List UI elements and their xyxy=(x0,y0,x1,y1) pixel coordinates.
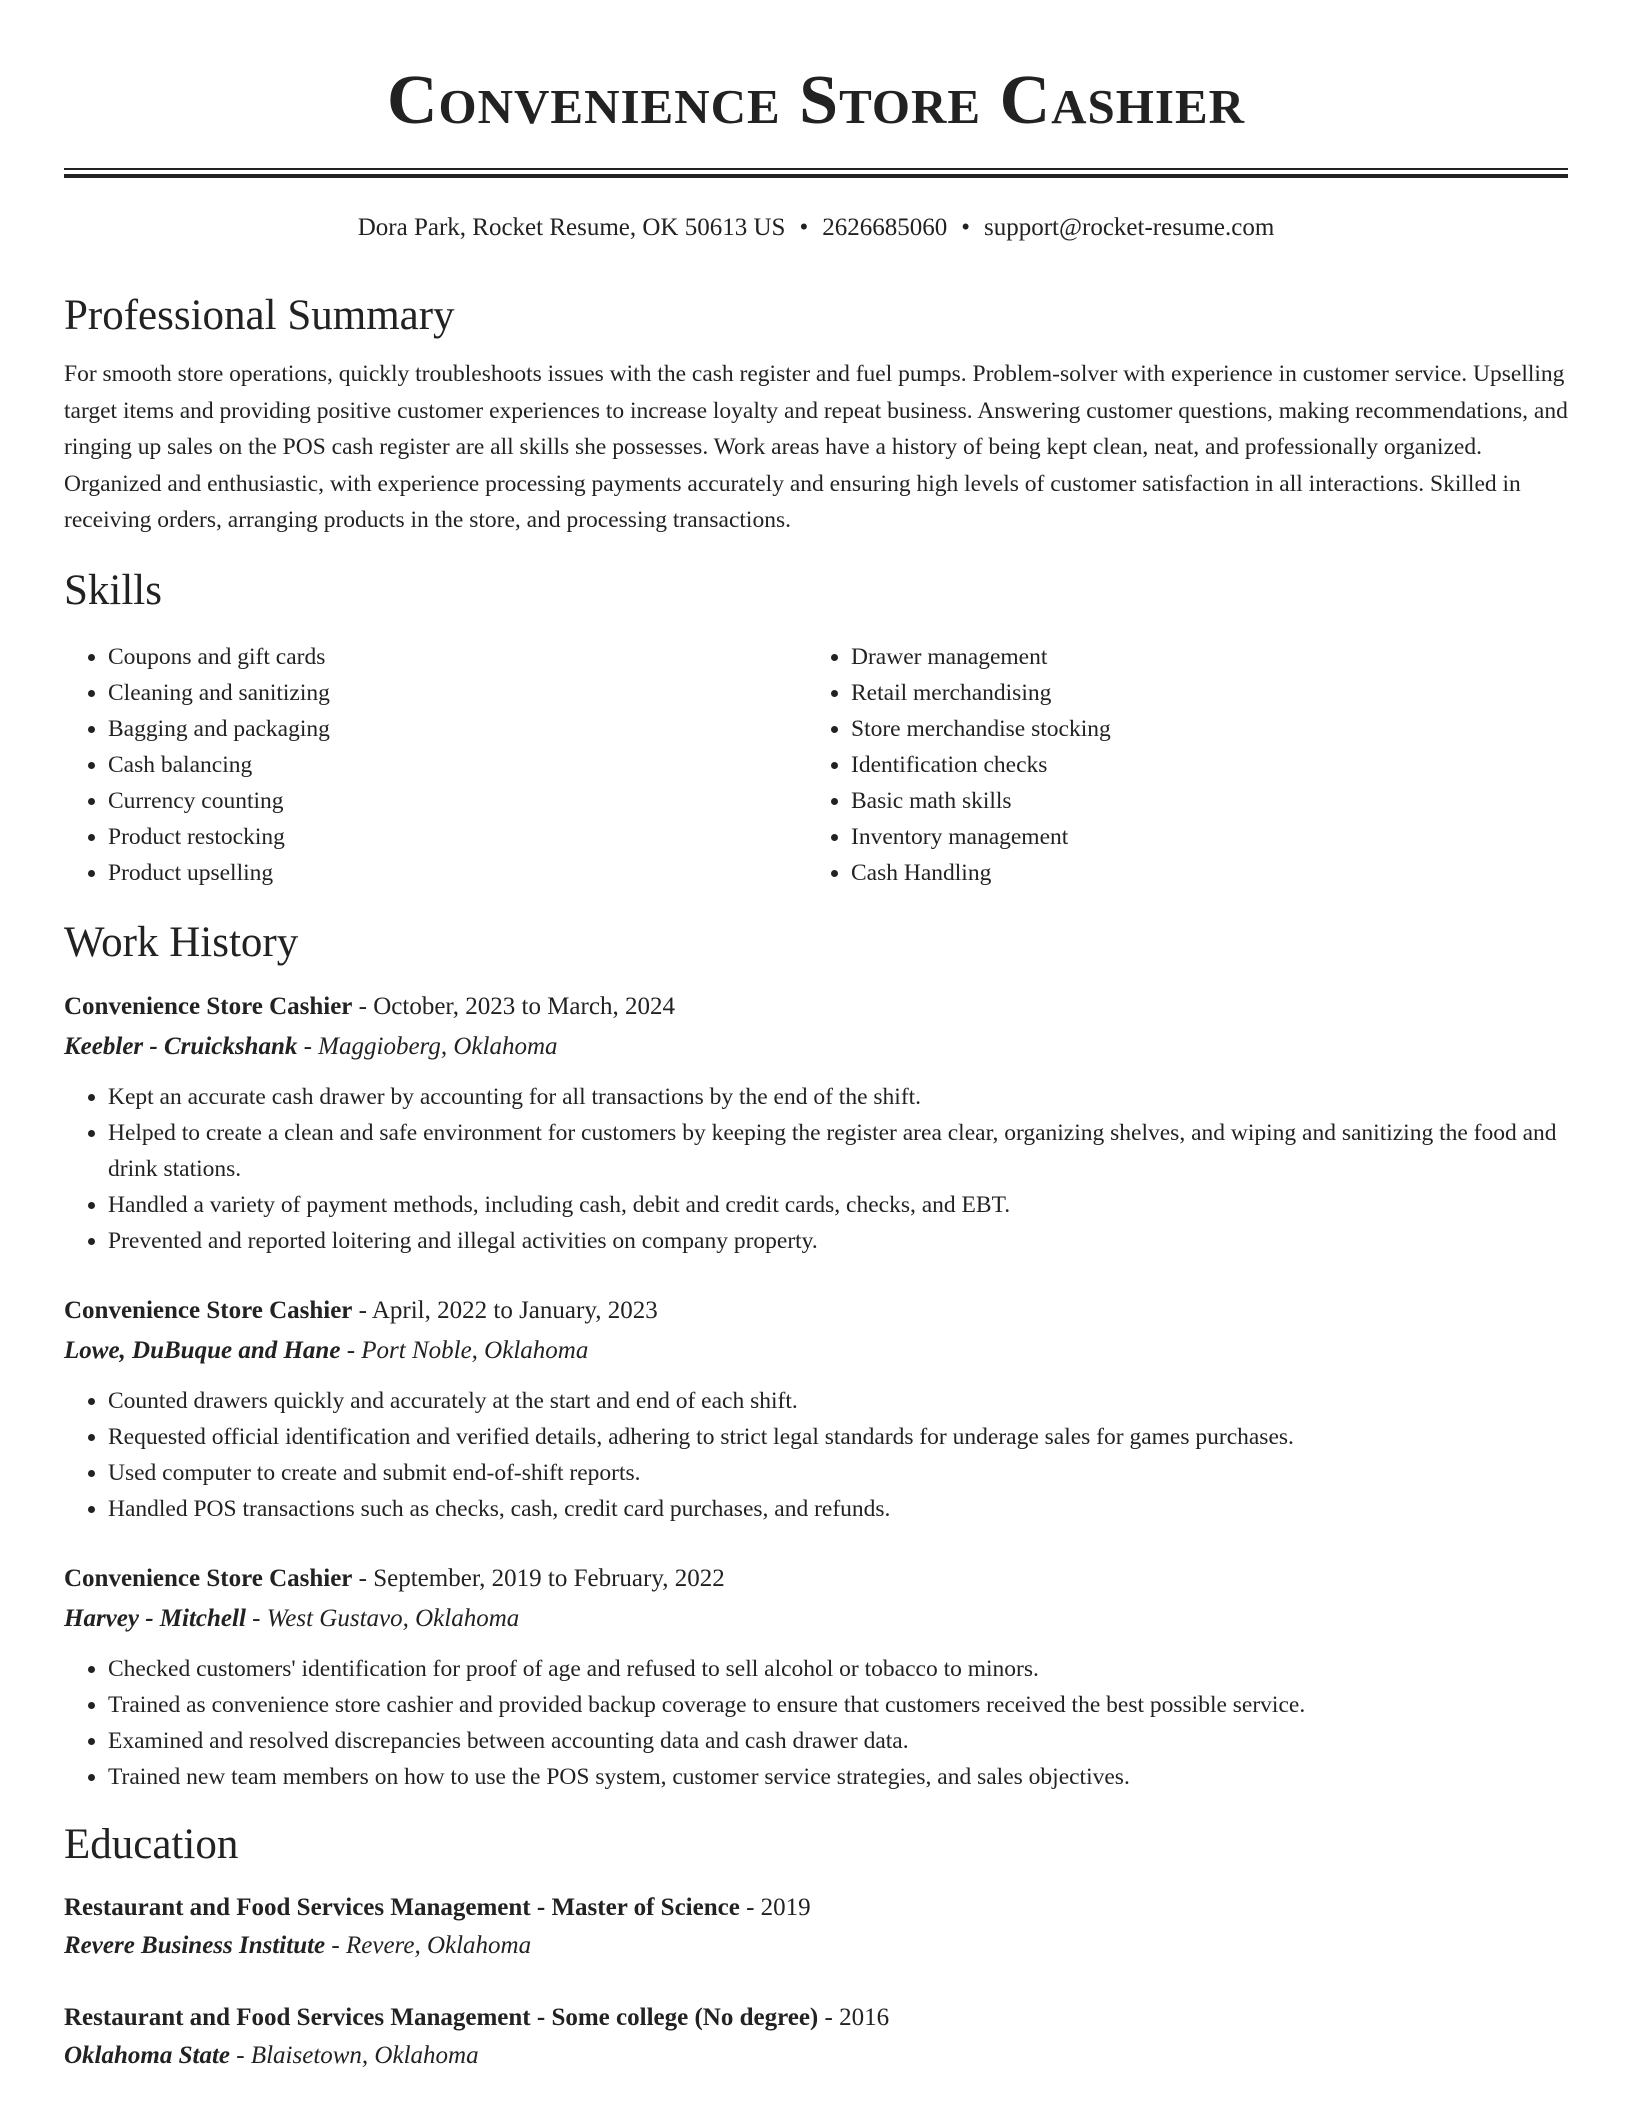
school-line xyxy=(64,1927,1568,1965)
job-duty: • Used computer to create and submit end-of-shift reports. xyxy=(108,1455,1568,1491)
job-title-line xyxy=(64,1559,1568,1599)
school-location: - Revere, Oklahoma xyxy=(325,1931,532,1959)
job-duty: • Requested official identification and verified details, adhering to strict legal standards for underage sales for games purchases. xyxy=(108,1419,1568,1455)
resume-title: Convenience Store Cashier xyxy=(386,62,1246,139)
job-duty: • Handled a variety of payment methods, including cash, debit and credit cards, checks, and EBT. xyxy=(108,1187,1568,1223)
job-entry xyxy=(64,1291,1568,1527)
skill-item: • Cash Handling xyxy=(851,855,1550,891)
degree-line xyxy=(64,1999,1568,2037)
summary-heading: Professional Summary xyxy=(64,292,455,339)
job-title: Convenience Store Cashier xyxy=(64,1564,353,1592)
skills-list-left xyxy=(64,639,807,891)
contact-address: Dora Park, Rocket Resume, OK 50613 US xyxy=(357,214,786,241)
school-name: Revere Business Institute xyxy=(64,1931,326,1959)
contact-separator: • xyxy=(799,214,809,241)
job-duty: • Checked customers' identification for proof of age and refused to sell alcohol or tobacco to minors. xyxy=(108,1651,1568,1687)
degree-year: - 2019 xyxy=(739,1893,811,1921)
job-dates: - April, 2022 to January, 2023 xyxy=(352,1296,658,1324)
job-duties-list xyxy=(64,1383,1568,1527)
education-entry xyxy=(64,1999,1568,2075)
skills-heading: Skills xyxy=(64,566,162,614)
skills-list-right xyxy=(807,639,1550,891)
job-entry xyxy=(64,1559,1568,1795)
skill-item: • Bagging and packaging xyxy=(108,711,807,747)
degree-year: - 2016 xyxy=(818,2003,890,2031)
degree-name: Restaurant and Food Services Management - Master of Science xyxy=(64,1893,740,1921)
skills-grid xyxy=(64,639,1568,891)
degree-line xyxy=(64,1889,1568,1927)
skill-item: • Basic math skills xyxy=(851,783,1550,819)
job-duty: • Trained new team members on how to use the POS system, customer service strategies, and sales objectives. xyxy=(108,1759,1568,1795)
job-company: Keebler - Cruickshank xyxy=(64,1032,298,1060)
contact-email: support@rocket-resume.com xyxy=(983,214,1275,241)
job-duty: • Handled POS transactions such as checks, cash, credit card purchases, and refunds. xyxy=(108,1491,1568,1527)
job-title: Convenience Store Cashier xyxy=(64,992,353,1020)
job-title: Convenience Store Cashier xyxy=(64,1296,353,1324)
skill-item: • Drawer management xyxy=(851,639,1550,675)
job-company-line xyxy=(64,1331,1568,1371)
job-company: Lowe, DuBuque and Hane xyxy=(64,1336,341,1364)
skill-item: • Store merchandise stocking xyxy=(851,711,1550,747)
school-location: - Blaisetown, Oklahoma xyxy=(230,2041,479,2069)
school-line xyxy=(64,2037,1568,2075)
degree-name: Restaurant and Food Services Management - Some college (No degree) xyxy=(64,2003,819,2031)
job-entry xyxy=(64,987,1568,1259)
skill-item: • Retail merchandising xyxy=(851,675,1550,711)
job-company-line xyxy=(64,1027,1568,1067)
contact-line xyxy=(64,212,1568,244)
education-entry xyxy=(64,1889,1568,1965)
job-company: Harvey - Mitchell xyxy=(64,1604,246,1632)
summary-text: For smooth store operations, quickly troubleshoots issues with the cash register and fuel pumps. Problem-solver with experience in customer service. Upselling target items and providing positive customer experiences to increase loyalty and repeat business. Answering customer questions, making recommendations, and ringing up sales on the POS cash register are all skills she possesses. Work areas have a history of being kept clean, neat, and professionally organized. Organized and enthusiastic, with experience processing payments accurately and ensuring high levels of customer satisfaction in all interactions. Skilled in receiving orders, arranging products in the store, and processing transactions. xyxy=(64,361,1568,533)
job-location: - West Gustavo, Oklahoma xyxy=(245,1604,520,1632)
skill-item: • Inventory management xyxy=(851,819,1550,855)
skill-item: • Identification checks xyxy=(851,747,1550,783)
job-title-line xyxy=(64,1291,1568,1331)
job-duty: • Kept an accurate cash drawer by accounting for all transactions by the end of the shift. xyxy=(108,1079,1568,1115)
job-duties-list xyxy=(64,1079,1568,1259)
job-location: - Port Noble, Oklahoma xyxy=(340,1336,589,1364)
contact-phone: 2626685060 xyxy=(822,214,948,241)
skill-item: • Cleaning and sanitizing xyxy=(108,675,807,711)
skill-item: • Product restocking xyxy=(108,819,807,855)
job-dates: - September, 2019 to February, 2022 xyxy=(352,1564,725,1592)
job-duty: • Prevented and reported loitering and illegal activities on company property. xyxy=(108,1223,1568,1259)
work-history-heading: Work History xyxy=(64,918,299,966)
job-duty: • Helped to create a clean and safe environment for customers by keeping the register area clear, organizing shelves, and wiping and sanitizing the food and drink stations. xyxy=(108,1115,1568,1187)
job-title-line xyxy=(64,987,1568,1027)
skills-column-right xyxy=(807,639,1550,891)
school-name: Oklahoma State xyxy=(64,2041,230,2069)
skill-item: • Coupons and gift cards xyxy=(108,639,807,675)
job-dates: - October, 2023 to March, 2024 xyxy=(352,992,675,1020)
skills-column-left xyxy=(64,639,807,891)
skill-item: • Currency counting xyxy=(108,783,807,819)
job-duty: • Examined and resolved discrepancies between accounting data and cash drawer data. xyxy=(108,1723,1568,1759)
skill-item: • Cash balancing xyxy=(108,747,807,783)
contact-separator: • xyxy=(961,214,970,241)
job-location: - Maggioberg, Oklahoma xyxy=(297,1032,558,1060)
title-divider xyxy=(64,168,1568,178)
job-duties-list xyxy=(64,1651,1568,1795)
job-company-line xyxy=(64,1599,1568,1639)
education-heading: Education xyxy=(64,1820,239,1868)
job-duty: • Counted drawers quickly and accurately at the start and end of each shift. xyxy=(108,1383,1568,1419)
skill-item: • Product upselling xyxy=(108,855,807,891)
job-duty: • Trained as convenience store cashier and provided backup coverage to ensure that customers received the best possible service. xyxy=(108,1687,1568,1723)
